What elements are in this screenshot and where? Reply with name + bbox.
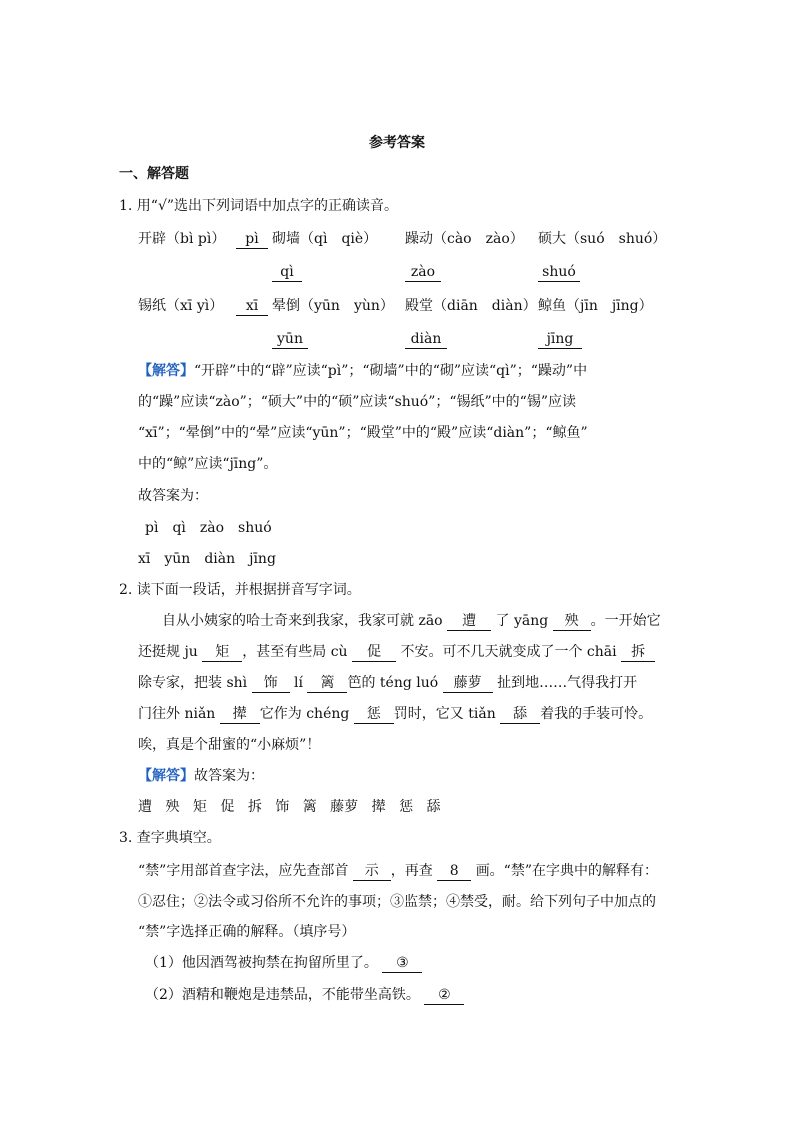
- text: 还挺规 ju: [138, 644, 198, 660]
- answer-blank: xī: [236, 297, 268, 316]
- text: 自从小姨家的哈士奇来到我家，我家可就 zāo: [162, 613, 443, 629]
- q3-line-1: [138, 861, 658, 881]
- answer-blank: ③: [382, 954, 422, 973]
- text: ，再查: [390, 863, 433, 879]
- q1-analysis-line-4: 中的“鲸”应读“jīng”。: [138, 456, 278, 472]
- q1-analysis-line-2: 的“躁”应读“zào”；“硕大”中的“硕”应读“shuó”；“锡纸”中的“锡”应读: [138, 394, 576, 410]
- answer-char: 撵: [371, 799, 386, 815]
- answer-char: 舔: [426, 799, 441, 815]
- q1-item-7: 殿堂（diān diàn）: [405, 298, 537, 314]
- q2-paragraph-line-1: [162, 611, 661, 631]
- q1-item-6: 晕倒（yūn yùn）: [272, 298, 394, 314]
- q2-paragraph-line-2: [138, 642, 655, 662]
- analysis-text: 故答案为：: [194, 768, 264, 784]
- answer-blank: 殃: [553, 612, 591, 631]
- text: 着我的手装可怜。: [540, 706, 653, 722]
- q2-paragraph-line-5: 唉，真是个甜蜜的“小麻烦”！: [138, 737, 321, 753]
- q2-analysis: [138, 766, 264, 786]
- q1-answer-5: [236, 296, 268, 316]
- text: 画。“禁”在字典中的解释有：: [475, 863, 659, 879]
- answer-blank: shuó: [538, 263, 580, 282]
- text: 笆的 téng luó: [347, 675, 439, 691]
- text: 它作为 chéng: [259, 706, 350, 722]
- q1-item-4: 硕大（suó shuó）: [538, 231, 667, 247]
- text: “禁”字用部首查字法，应先查部首: [138, 863, 349, 879]
- q1-answer-6: [272, 329, 308, 349]
- answer-blank: jīng: [538, 330, 582, 349]
- answer-blank: 藤萝: [443, 674, 493, 693]
- text: lí: [294, 675, 304, 691]
- q3-sentence-1: [145, 953, 422, 973]
- answer-blank: 篱: [307, 674, 347, 693]
- q1-answer-2: [272, 262, 302, 282]
- text: 除专家，把装 shì: [138, 675, 248, 691]
- answer-blank: 8: [437, 862, 471, 881]
- q1-stem: 1. 用“√”选出下列词语中加点字的正确读音。: [119, 198, 399, 214]
- text: 罚时，它又 tiǎn: [393, 706, 496, 722]
- q2-stem: 2. 读下面一段话，并根据拼音写字词。: [119, 582, 361, 598]
- answer-blank: zào: [405, 263, 441, 282]
- analysis-tag: 【解答】: [138, 768, 194, 784]
- q1-answer-label: 故答案为：: [138, 488, 208, 504]
- q1-analysis-line-3: “xī”；“晕倒”中的“晕”应读“yūn”；“殿堂”中的“殿”应读“diàn”；“鲸鱼”: [138, 425, 588, 441]
- page-title: 参考答案: [369, 135, 425, 151]
- answer-blank: diàn: [405, 330, 447, 349]
- q3-line-3: “禁”字选择正确的解释。（填序号）: [138, 924, 356, 940]
- q1-item-3: 躁动（cào zào）: [405, 231, 524, 247]
- answer-blank: 舔: [500, 705, 540, 724]
- q1-analysis-line-1: [138, 361, 587, 381]
- q2-answer-row: [138, 797, 450, 817]
- answer-char: 殃: [165, 799, 180, 815]
- answer-char: 篱: [302, 799, 317, 815]
- answer-blank: 拆: [621, 643, 655, 662]
- answer-blank: ②: [424, 986, 464, 1005]
- q1-answer-8: [538, 329, 582, 349]
- text: 门往外 niǎn: [138, 706, 216, 722]
- answer-blank: 饰: [252, 674, 290, 693]
- q1-answer-7: [405, 329, 447, 349]
- answer-blank: 矩: [202, 643, 242, 662]
- q1-item-2: 砌墙（qì qiè）: [272, 231, 378, 247]
- answer-blank: 惩: [354, 705, 394, 724]
- answer-char: 藤萝: [330, 799, 359, 815]
- answer-char: 促: [220, 799, 235, 815]
- q3-stem: 3. 查字典填空。: [119, 830, 221, 846]
- q3-line-2: ①忍住；②法令或习俗所不允许的事项；③监禁；④禁受，耐。给下列句子中加点的: [138, 894, 656, 910]
- q3-sentence-2: [145, 985, 464, 1005]
- q1-item-5: 锡纸（xī yì）: [138, 298, 224, 314]
- q1-answer-4: [538, 262, 580, 282]
- text: 。一开始它: [590, 613, 661, 629]
- q1-item-1: 开辟（bì pì）: [138, 231, 226, 247]
- answer-blank: 撵: [220, 705, 260, 724]
- answer-blank: 遭: [447, 612, 491, 631]
- text: （2）酒精和鞭炮是违禁品，不能带坐高铁。: [145, 987, 420, 1003]
- q2-paragraph-line-3: [138, 673, 637, 693]
- answer-char: 饰: [275, 799, 290, 815]
- q1-item-8: 鲸鱼（jīn jīng）: [538, 298, 653, 314]
- answer-blank: 促: [352, 643, 396, 662]
- q1-answer-3: [405, 262, 441, 282]
- q1-answer-1: [236, 229, 268, 249]
- text: 不安。可不几天就变成了一个 chāi: [400, 644, 617, 660]
- answer-blank: qì: [272, 263, 302, 282]
- q1-answer-line-2: xī yūn diàn jīng: [138, 551, 276, 567]
- text: ，甚至有些局 cù: [242, 644, 348, 660]
- answer-char: 拆: [247, 799, 262, 815]
- q2-paragraph-line-4: [138, 704, 652, 724]
- text: 扯到地……气得我打开: [497, 675, 638, 691]
- section-heading: 一、解答题: [119, 166, 189, 182]
- answer-blank: 示: [353, 862, 391, 881]
- analysis-tag: 【解答】: [138, 363, 194, 379]
- q1-answer-line-1: pì qì zào shuó: [145, 520, 272, 536]
- answer-blank: yūn: [272, 330, 308, 349]
- answer-char: 矩: [192, 799, 207, 815]
- answer-blank: pì: [236, 230, 268, 249]
- text: （1）他因酒驾被拘禁在拘留所里了。: [145, 955, 378, 971]
- text: 了 yāng: [495, 613, 549, 629]
- answer-char: 遭: [138, 799, 152, 815]
- analysis-text: “开辟”中的“辟”应读“pì”；“砌墙”中的“砌”应读“qì”；“躁动”中: [194, 363, 588, 379]
- answer-char: 惩: [399, 799, 414, 815]
